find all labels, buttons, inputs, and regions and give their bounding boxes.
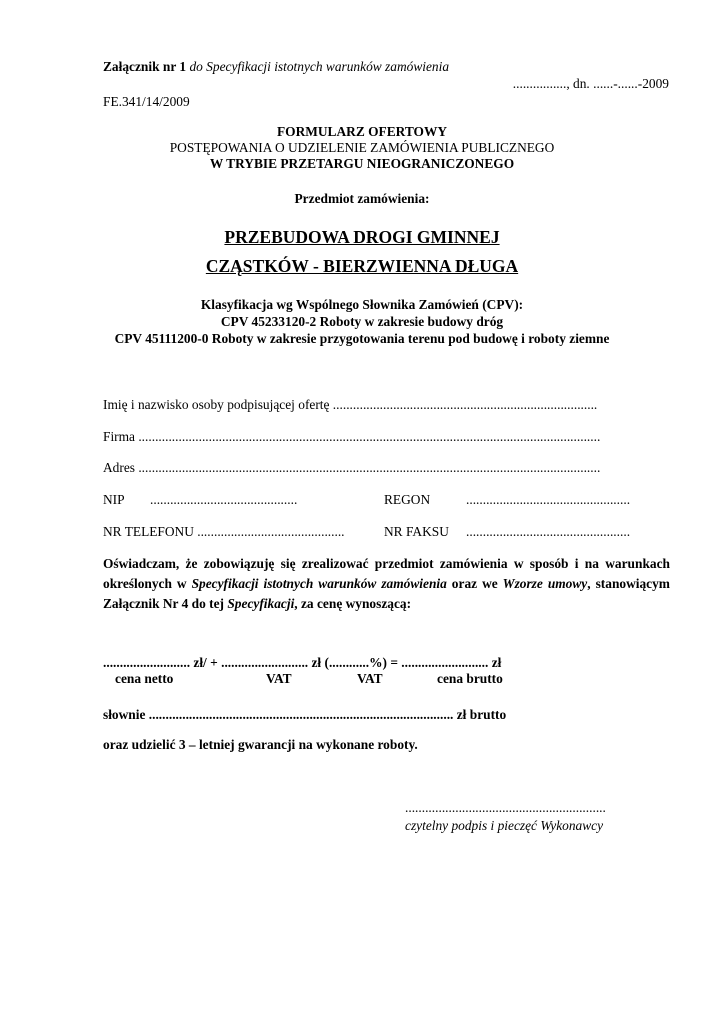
declaration-text-4: , za cenę wynoszącą: [294,596,412,611]
reference-number: FE.341/14/2009 [103,94,190,109]
declaration-spec-ref: Specyfikacji istotnych warunków zamówienia [191,576,447,591]
declaration-text-3: , stanowiącym Załącznik Nr 4 do tej [103,576,670,611]
address-field[interactable]: Adres .......................................................................................................................................... [103,460,601,475]
regon-field[interactable]: ................................................. [466,492,631,507]
signature-line[interactable]: ............................................................ [405,800,606,815]
company-field[interactable]: Firma .......................................................................................................................................... [103,429,601,444]
attachment-description: do Specyfikacji istotnych warunków zamówienia [186,59,450,74]
nip-field[interactable]: ............................................ [150,492,298,507]
declaration-text-2: oraz we [446,576,503,591]
fax-field[interactable]: ................................................. [466,524,631,539]
signer-name-field[interactable]: Imię i nazwisko osoby podpisującej ofertę ............................................................................... [103,397,598,412]
fax-label: NR FAKSU [384,524,449,539]
declaration-spec-ref-2: Specyfikacji [227,596,295,611]
nip-label: NIP [103,492,125,507]
vat-amount-label: VAT [266,671,292,686]
price-in-words-field[interactable]: słownie ........................................................................................... zł brutto [103,707,507,722]
attachment-header [103,60,449,73]
cpv-code-1: CPV 45233120-2 Roboty w zakresie budowy dróg [220,314,504,329]
declaration-text-1: Oświadczam, że zobowiązuję się zrealizować przedmiot zamówienia w sposób i na warunkach określonych w [103,556,670,591]
price-line[interactable]: .......................... zł/ + .......................... zł (............%) = .......................... zł [103,655,502,670]
subject-label: Przedmiot zamówienia: [294,191,430,206]
gross-price-label: cena brutto [437,671,503,686]
project-title-line2: CZĄSTKÓW - BIERZWIENNA DŁUGA [205,256,519,276]
vat-rate-label: VAT [357,671,383,686]
tender-mode-line: W TRYBIE PRZETARGU NIEOGRANICZONEGO [209,156,515,171]
cpv-code-2: CPV 45111200-0 Roboty w zakresie przygotowania terenu pod budowę i roboty ziemne [114,331,610,346]
attachment-number: Załącznik nr 1 [103,59,187,74]
signature-caption: czytelny podpis i pieczęć Wykonawcy [405,818,604,833]
phone-field[interactable]: NR TELEFONU ............................................ [103,524,345,539]
declaration-paragraph [103,554,670,614]
cpv-heading: Klasyfikacja wg Wspólnego Słownika Zamówień (CPV): [200,297,524,312]
warranty-statement: oraz udzielić 3 – letniej gwarancji na wykonane roboty. [103,737,418,752]
form-heading: FORMULARZ OFERTOWY [276,124,448,139]
net-price-label: cena netto [115,671,174,686]
date-line: ................, dn. ......-......-2009 [512,76,669,91]
declaration-contract-ref: Wzorze umowy [502,576,588,591]
regon-label: REGON [384,492,431,507]
procedure-line: POSTĘPOWANIA O UDZIELENIE ZAMÓWIENIA PUBLICZNEGO [169,140,555,155]
project-title-line1: PRZEBUDOWA DROGI GMINNEJ [224,227,500,247]
